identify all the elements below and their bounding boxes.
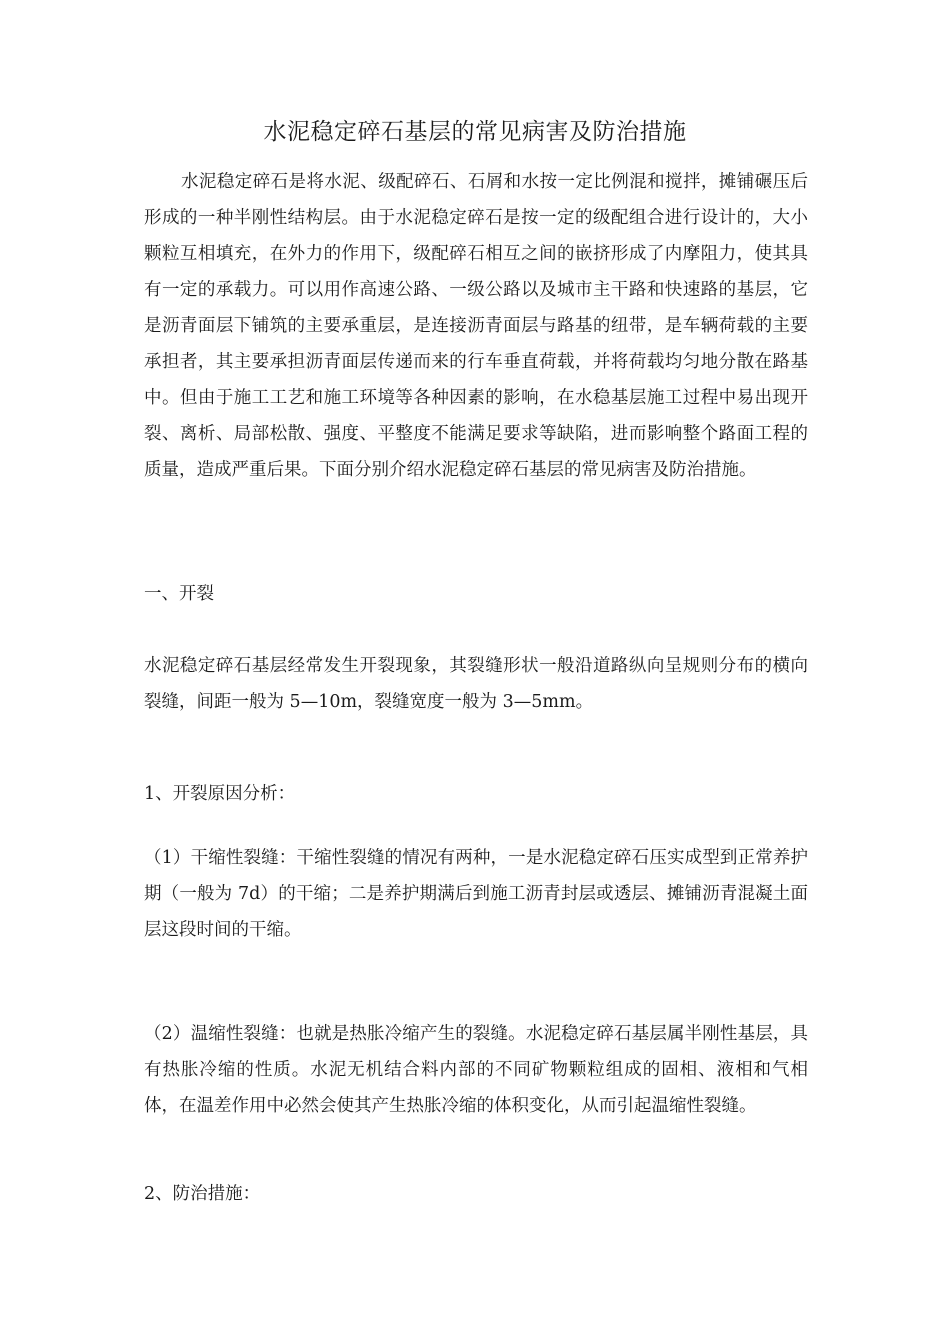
intro-paragraph: 水泥稳定碎石是将水泥、级配碎石、石屑和水按一定比例混和搅拌，摊铺碾压后形成的一种半刚性结构层。由于水泥稳定碎石是按一定的级配组合进行设计的，大小颗粒互相填充，在外力的作用下，级配碎石相互之间的嵌挤形成了内摩阻力，使其具有一定的承载力。可以用作高速公路、一级公路以及城市主干路和快速路的基层，它是沥青面层下铺筑的主要承重层，是连接沥青面层与路基的纽带，是车辆荷载的主要承担者，其主要承担沥青面层传递而来的行车垂直荷载，并将荷载均匀地分散在路基中。但由于施工工艺和施工环境等各种因素的影响，在水稳基层施工过程中易出现开裂、离析、局部松散、强度、平整度不能满足要求等缺陷，进而影响整个路面工程的质量，造成严重后果。下面分别介绍水泥稳定碎石基层的常见病害及防治措施。 <box>144 172 808 480</box>
cause-temperature-shrinkage-paragraph: （2）温缩性裂缝：也就是热胀冷缩产生的裂缝。水泥稳定碎石基层属半刚性基层，具有热胀冷缩的性质。水泥无机结合料内部的不同矿物颗粒组成的固相、液相和气相体，在温差作用中必然会使其产生热胀冷缩的体积变化，从而引起温缩性裂缝。 <box>144 1024 808 1116</box>
subheading-cause-analysis: 1、开裂原因分析： <box>144 784 296 804</box>
subheading-prevention-measures: 2、防治措施： <box>144 1184 261 1204</box>
cracking-description-paragraph: 水泥稳定碎石基层经常发生开裂现象，其裂缝形状一般沿道路纵向呈规则分布的横向裂缝，间距一般为 5—10m，裂缝宽度一般为 3—5mm。 <box>144 656 808 712</box>
document-title: 水泥稳定碎石基层的常见病害及防治措施 <box>263 119 687 145</box>
cause-dry-shrinkage-paragraph: （1）干缩性裂缝：干缩性裂缝的情况有两种，一是水泥稳定碎石压实成型到正常养护期（一般为 7d）的干缩；二是养护期满后到施工沥青封层或透层、摊铺沥青混凝土面层这段时间的干缩。 <box>144 848 808 940</box>
section-heading-cracking: 一、开裂 <box>144 584 214 604</box>
